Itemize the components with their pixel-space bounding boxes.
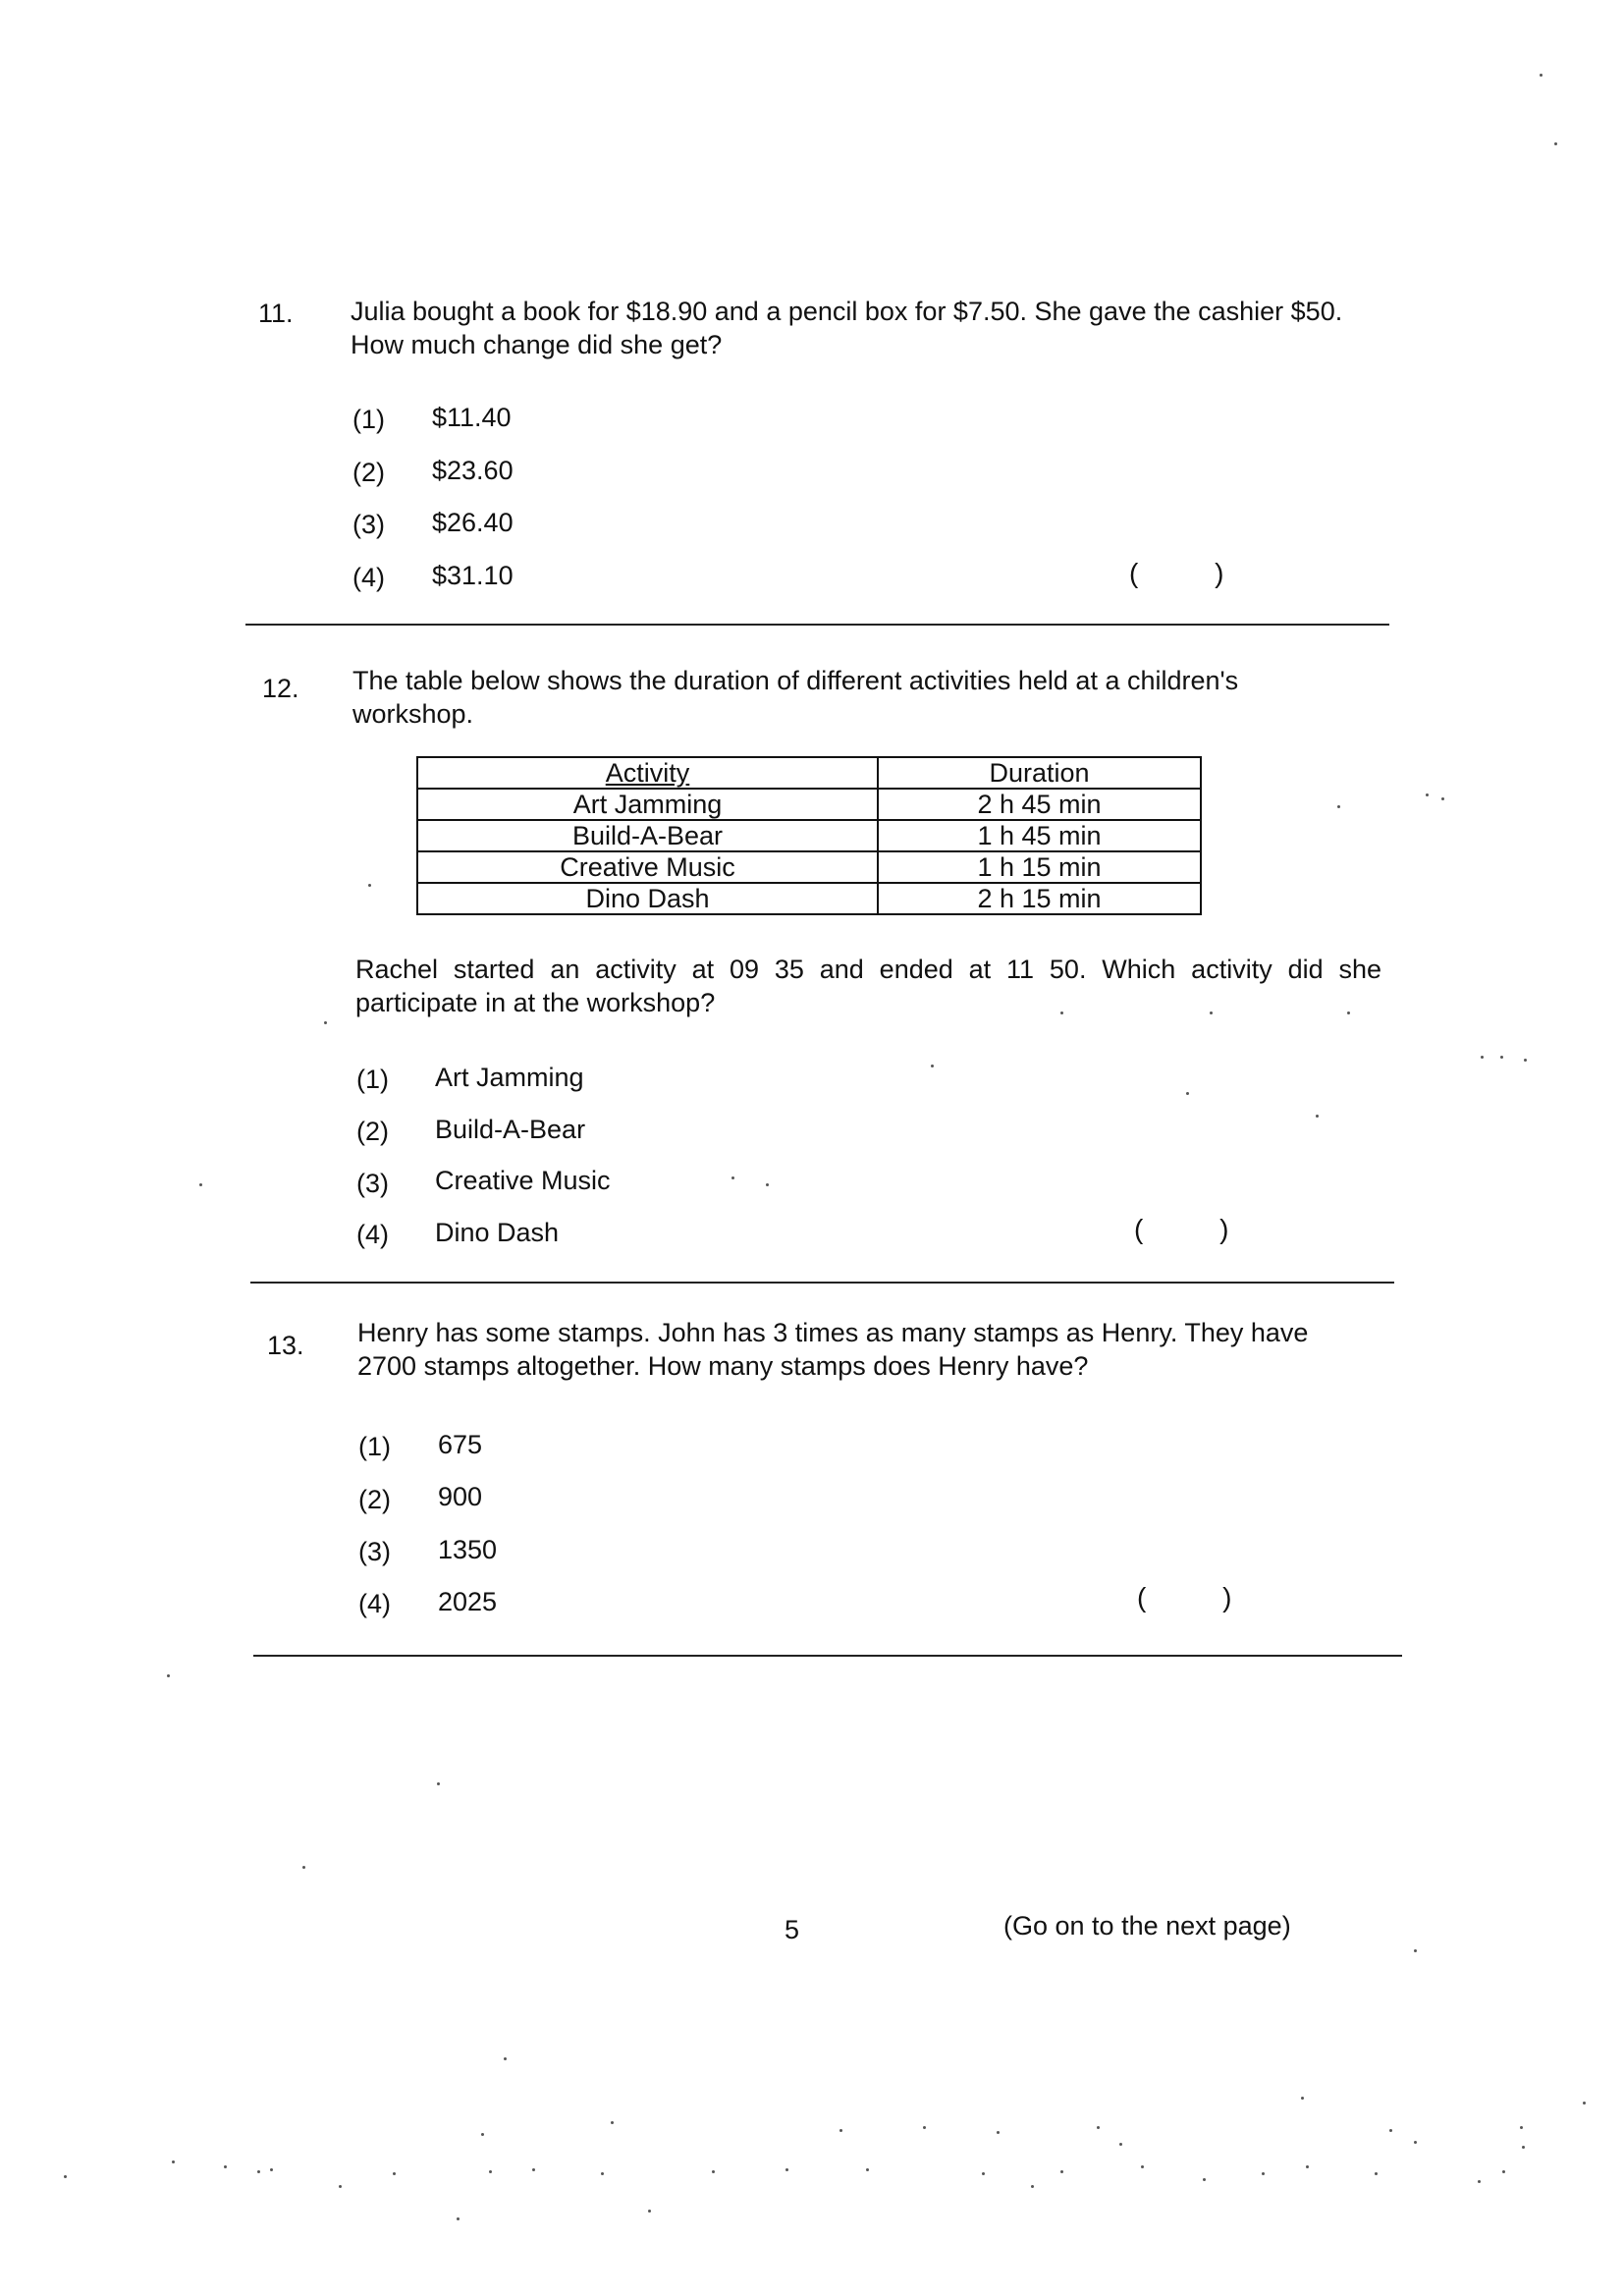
q11-option-3-text: $26.40 (432, 508, 514, 537)
q13-option-4-text: 2025 (438, 1587, 498, 1616)
question-13-number: 13. (267, 1331, 304, 1360)
question-12-number: 12. (262, 674, 299, 703)
scan-speck (437, 1782, 440, 1785)
q13-option-1-number: (1) (358, 1432, 391, 1461)
table-cell-activity: Art Jamming (417, 789, 878, 820)
scan-speck (1583, 2102, 1586, 2105)
divider-3 (253, 1655, 1402, 1657)
scan-speck (1554, 142, 1557, 145)
table-header-activity-label: Activity (605, 758, 690, 788)
question-11-number: 11. (258, 299, 294, 328)
scan-speck (1389, 2129, 1392, 2132)
scan-speck (1375, 2172, 1378, 2175)
scan-speck (1060, 1011, 1063, 1014)
q13-option-3-number: (3) (358, 1537, 391, 1566)
q13-option-2-text: 900 (438, 1482, 483, 1511)
table-header-row (417, 757, 1201, 789)
q11-option-3-number: (3) (352, 510, 385, 539)
q11-option-2-number: (2) (352, 458, 385, 487)
scan-speck (1414, 2141, 1417, 2144)
q12-answer-bracket: ( ) (1134, 1214, 1229, 1244)
scan-speck (1478, 2180, 1481, 2183)
scan-speck (785, 2168, 788, 2171)
table-row (417, 851, 1201, 883)
scan-speck (766, 1183, 769, 1186)
table-row (417, 789, 1201, 820)
table-cell-duration: 2 h 15 min (878, 883, 1201, 914)
table-header-duration: Duration (878, 757, 1201, 789)
q13-option-3-text: 1350 (438, 1535, 498, 1564)
scan-speck (393, 2172, 396, 2175)
scan-speck (1316, 1115, 1319, 1118)
scan-speck (1481, 1056, 1484, 1059)
q11-option-1-number: (1) (352, 405, 385, 434)
scan-speck (997, 2131, 1000, 2134)
q13-option-2-number: (2) (358, 1485, 391, 1514)
divider-1 (245, 624, 1389, 626)
scan-speck (1186, 1092, 1189, 1095)
scan-speck (1426, 793, 1429, 796)
q11-answer-bracket: ( ) (1129, 558, 1224, 588)
scan-speck (1306, 2165, 1309, 2168)
scan-speck (839, 2129, 842, 2132)
scan-speck (1097, 2126, 1100, 2129)
table-cell-duration: 1 h 45 min (878, 820, 1201, 851)
table-cell-duration: 1 h 15 min (878, 851, 1201, 883)
table-cell-activity: Build-A-Bear (417, 820, 878, 851)
q13-option-1-text: 675 (438, 1430, 483, 1459)
scan-speck (339, 2185, 342, 2188)
question-13-text: Henry has some stamps. John has 3 times as many stamps as Henry. They have 2700 stamps altogether. How many stamps does Henry have? (357, 1318, 1309, 1381)
table-cell-duration: 2 h 45 min (878, 789, 1201, 820)
scan-speck (1301, 2097, 1304, 2100)
q12-option-3-text: Creative Music (435, 1166, 611, 1195)
scan-speck (1347, 1011, 1350, 1014)
table-cell-activity: Dino Dash (417, 883, 878, 914)
q12-option-1-text: Art Jamming (435, 1063, 584, 1092)
scan-speck (257, 2170, 260, 2173)
q11-option-2-text: $23.60 (432, 456, 514, 485)
scan-speck (457, 2217, 460, 2220)
q12-option-3-number: (3) (356, 1169, 389, 1198)
scan-speck (481, 2133, 484, 2136)
q12-option-4-number: (4) (356, 1220, 389, 1249)
q12-option-2-text: Build-A-Bear (435, 1115, 586, 1144)
question-12-text: The table below shows the duration of different activities held at a children's workshop. (352, 666, 1239, 729)
scan-speck (270, 2168, 273, 2171)
scan-speck (1060, 2170, 1063, 2173)
scan-speck (648, 2210, 651, 2213)
scan-speck (324, 1021, 327, 1024)
page-number: 5 (785, 1915, 800, 1944)
next-page-note: (Go on to the next page) (1003, 1911, 1291, 1941)
q11-option-4-number: (4) (352, 563, 385, 592)
scan-speck (1502, 2170, 1505, 2173)
scan-speck (224, 2165, 227, 2168)
scan-speck (1141, 2165, 1144, 2168)
scan-speck (1337, 805, 1340, 808)
scan-speck (1500, 1056, 1503, 1059)
scan-speck (172, 2160, 175, 2163)
question-11-text: Julia bought a book for $18.90 and a pencil box for $7.50. She gave the cashier $50. How much change did she get? (351, 297, 1343, 359)
scan-speck (601, 2172, 604, 2175)
scan-speck (866, 2168, 869, 2171)
table-row (417, 820, 1201, 851)
scan-speck (1540, 74, 1543, 77)
q11-option-4-text: $31.10 (432, 561, 514, 590)
q12-option-1-number: (1) (356, 1065, 389, 1094)
q11-option-1-text: $11.40 (432, 403, 512, 432)
scan-speck (931, 1065, 934, 1067)
scan-speck (1441, 797, 1444, 800)
scan-speck (167, 1674, 170, 1677)
scan-speck (1524, 1059, 1527, 1062)
scan-speck (1520, 2126, 1523, 2129)
scan-speck (64, 2175, 67, 2178)
scan-speck (302, 1866, 305, 1869)
scan-speck (611, 2121, 614, 2124)
scan-speck (504, 2057, 507, 2060)
scan-speck (532, 2168, 535, 2171)
scan-speck (1210, 1011, 1213, 1014)
q13-answer-bracket: ( ) (1137, 1582, 1232, 1613)
scan-speck (1414, 1949, 1417, 1952)
scan-speck (1203, 2178, 1206, 2181)
scan-speck (199, 1183, 202, 1186)
scan-speck (368, 884, 371, 887)
q12-option-4-text: Dino Dash (435, 1218, 560, 1247)
divider-2 (250, 1282, 1394, 1284)
table-header-activity (417, 757, 878, 789)
scan-speck (1119, 2143, 1122, 2146)
scan-speck (1522, 2146, 1525, 2149)
scan-speck (923, 2126, 926, 2129)
scan-speck (712, 2170, 715, 2173)
scan-speck (1262, 2172, 1265, 2175)
scan-speck (982, 2172, 985, 2175)
scan-speck (489, 2170, 492, 2173)
q12-option-2-number: (2) (356, 1117, 389, 1146)
scan-speck (731, 1176, 734, 1179)
q13-option-4-number: (4) (358, 1589, 391, 1618)
table-cell-activity: Creative Music (417, 851, 878, 883)
table-row (417, 883, 1201, 914)
question-12-followup: Rachel started an activity at 09 35 and ended at 11 50. Which activity did she participate in at the workshop? (355, 955, 1381, 1017)
activity-duration-table (416, 756, 1202, 915)
scan-speck (1031, 2185, 1034, 2188)
